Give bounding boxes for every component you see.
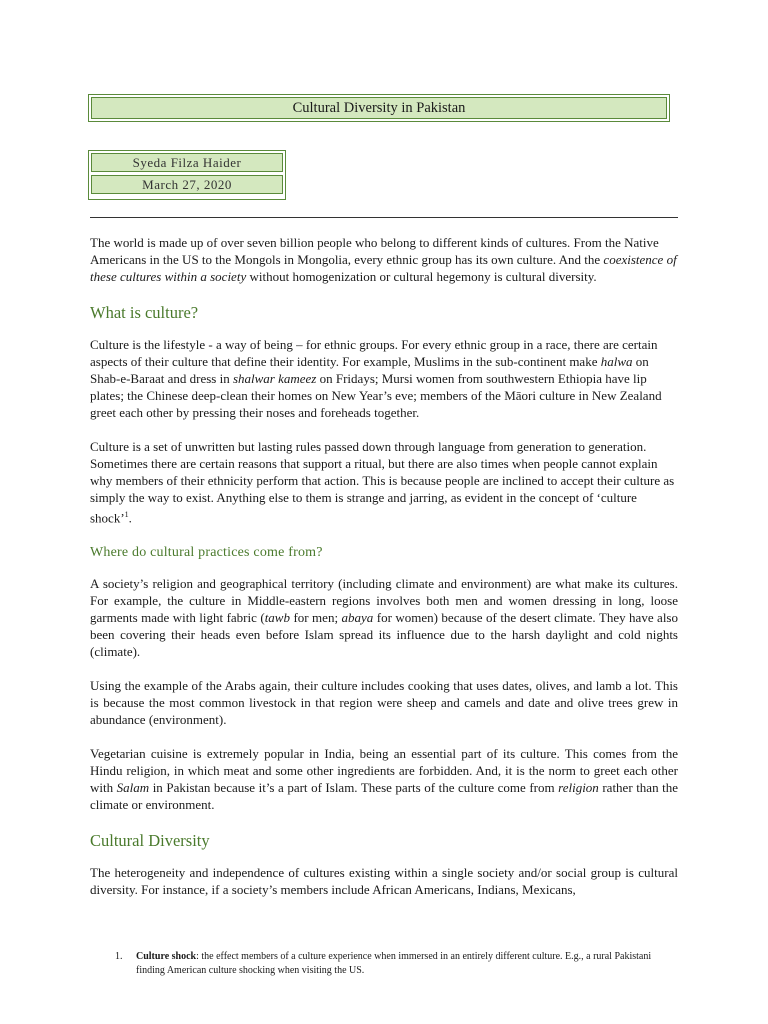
intro-paragraph — [90, 234, 678, 285]
intro-emphasis: coexistence of these cultures within a society — [90, 252, 677, 284]
culture-p1-em-shalwar: shalwar kameez — [232, 371, 317, 386]
culture-p1-text-a: Culture is the lifestyle - a way of being – for ethnic groups. For every ethnic group in a race, there are certain aspects of their culture that define their identity. For example, Muslims in the sub-continent make — [90, 337, 658, 369]
footnote-term: Culture shock — [136, 951, 197, 962]
practices-p1-em-abaya: abaya — [341, 610, 374, 626]
practices-p3-text-a: Vegetarian cuisine is extremely popular in India, being an essential part of its culture. This comes from the Hindu religion, in which meat and some other ingredients are forbidden. And, it is the norm to greet each other with — [90, 746, 678, 796]
heading-what-is-culture: What is culture? — [90, 303, 199, 322]
practices-paragraph-1 — [90, 575, 678, 660]
practices-p3-text-c: rather than the climate or environment. — [90, 780, 678, 813]
horizontal-divider — [90, 217, 678, 218]
practices-p1-text-a: A society’s religion and geographical territory (including climate and environment) are what make its cultures. For example, the culture in Middle-eastern regions involves both men and women dressing in long, loose garments made with light fabric ( — [90, 576, 678, 626]
culture-paragraph-1 — [90, 336, 678, 421]
practices-p3-em-salam: Salam — [116, 780, 150, 796]
document-title: Cultural Diversity in Pakistan — [91, 97, 667, 119]
practices-p1-text-c: for women) because of the desert climate. They have also been covering their heads even before Islam spread its influence due to the harsh daylight and cold nights (climate). — [90, 610, 678, 660]
culture-p1-em-halwa: halwa — [600, 354, 633, 369]
footnote-definition: : the effect members of a culture experience when immersed in an entirely different culture. E.g., a rural Pakistani finding American culture shocking when visiting the US. — [136, 951, 652, 976]
document-date: March 27, 2020 — [91, 175, 283, 194]
intro-text-a: The world is made up of over seven billion people who belong to different kinds of cultures. From the Native Americans in the US to the Mongols in Mongolia, every ethnic group has its own culture. And the — [90, 235, 659, 267]
practices-p1-em-tawb: tawb — [264, 610, 290, 626]
heading-cultural-practices: Where do cultural practices come from? — [90, 545, 323, 561]
culture-p1-text-c: on Fridays; Mursi women from southwestern Ethiopia have lip plates; the Chinese deep-clean their homes on New Year’s eve; members of the Māori culture in New Zealand greet each other by pressing their noses and foreheads together. — [90, 371, 662, 420]
intro-text-b: without homogenization or cultural hegemony is cultural diversity. — [246, 269, 597, 284]
footnote-text — [136, 950, 675, 978]
author-name: Syeda Filza Haider — [91, 153, 283, 172]
practices-p3-em-religion: religion — [558, 780, 599, 796]
title-frame — [88, 94, 670, 122]
practices-p1-text-b: for men; — [289, 610, 342, 626]
culture-p2-end: . — [128, 510, 132, 526]
heading-cultural-diversity: Cultural Diversity — [90, 831, 210, 851]
culture-paragraph-2 — [90, 438, 678, 526]
footnote-number: 1. — [115, 951, 123, 962]
diversity-paragraph-1: The heterogeneity and independence of cultures existing within a single society and/or social group is cultural diversity. For instance, if a society’s members include African Americans, Indians, Mexicans, — [90, 865, 678, 898]
practices-p3-text-b: in Pakistan because it’s a part of Islam. These parts of the culture come from — [149, 780, 559, 796]
culture-p1-text-b: on Shab-e-Baraat and dress in — [90, 354, 649, 386]
culture-p2-text: Culture is a set of unwritten but lasting rules passed down through language from generation to generation. Sometimes there are certain reasons that support a ritual, but there are also times when people cannot explain why members of their ethnicity perform that action. This is because people are inclined to accept their culture as simply the way to exist. Anything else to them is strange and jarring, as evident in the concept of ‘culture shock’ — [90, 439, 675, 526]
footnote — [115, 950, 675, 978]
document-body — [90, 234, 678, 915]
practices-paragraph-2: Using the example of the Arabs again, their culture includes cooking that uses dates, olives, and lamb a lot. This is because the most common livestock in that region were sheep and camels and date and olive trees grew in abundance (environment). — [90, 678, 678, 728]
footnote-reference[interactable]: 1 — [124, 510, 129, 519]
practices-paragraph-3 — [90, 745, 678, 813]
author-date-frame — [88, 150, 286, 200]
